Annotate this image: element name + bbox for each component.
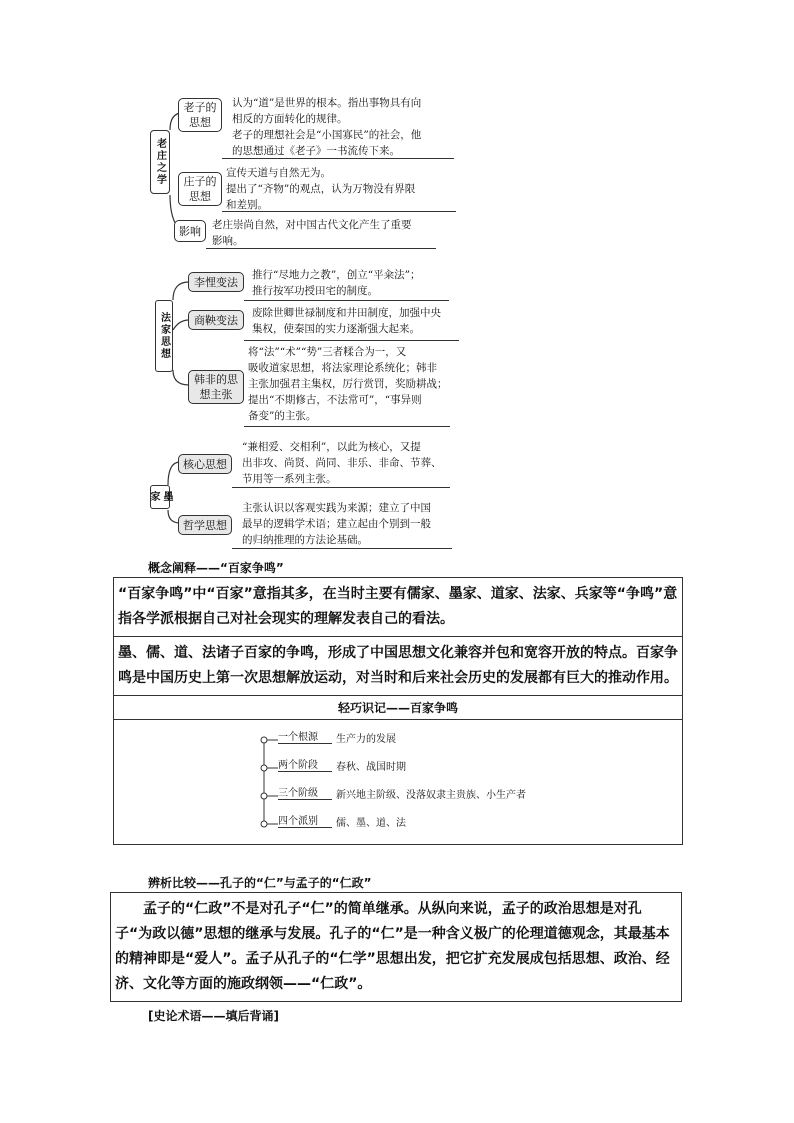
compare-heading: 辨析比较——孔子的“仁”与孟子的“仁政” (148, 876, 372, 890)
memo-title: 轻巧识记——百家争鸣 (114, 696, 682, 720)
concept-row-1: “百家争鸣”中“百家”意指其多，在当时主要有儒家、墨家、道家、法家、兵家等“争鸣”意指各学派根据自己对社会现实的理解发表自己的看法。 (114, 578, 682, 637)
concept-row-2: 墨、儒、道、法诸子百家的争鸣，形成了中国思想文化兼容并包和宽容开放的特点。百家争鸣是中国历史上第一次思想解放运动，对当时和后来社会历史的发展都有巨大的推动作用。 (114, 637, 682, 696)
node-likui: 李悝变法 (188, 272, 244, 292)
node-core: 核心思想 (178, 454, 232, 474)
memo-key-1: 一个根源 (278, 728, 332, 744)
node-influence: 影响 (174, 220, 206, 242)
memo-key-2: 两个阶段 (278, 756, 332, 772)
rule (232, 487, 450, 488)
memo-key-3: 三个阶级 (278, 784, 332, 800)
node-shangyang: 商鞅变法 (188, 310, 244, 330)
memo-val-2: 春秋、战国时期 (336, 762, 406, 773)
desc-philosophy: 主张认识以客观实践为来源；建立了中国 最早的逻辑学术语；建立起由个别到一般 的归纳推理的方法论基础。 (242, 502, 431, 546)
desc-influence: 老庄崇尚自然，对中国古代文化产生了重要 影响。 (212, 219, 412, 247)
node-hanfei: 韩非的思想主张 (188, 370, 244, 404)
laozhuang-label: 老庄之学 (154, 138, 166, 186)
desc-laozi: 认为“道”是世界的根本。指出事物具有向 相反的方面转化的规律。 老子的理想社会是“小国寡民”的社会，他 的思想通过《老子》一书流传下来。 (232, 97, 422, 157)
compare-text: 孟子的“仁政”不是对孔子“仁”的简单继承。从纵向来说，孟子的政治思想是对孔子“为政以德”思想的继承与发展。孔子的“仁”是一种含义极广的伦理道德观念，其最基本的精神即是“爱人”。孟子从孔子的“仁学”思想出发，把它扩充发展成包括思想、政治、经济、文化等方面的施政纲领——“仁政”。 (110, 892, 682, 1002)
node-zhuangzi: 庄子的思想 (178, 172, 222, 206)
rule (244, 300, 449, 301)
memo-val-3: 新兴地主阶级、没落奴隶主贵族、小生产者 (336, 790, 526, 801)
concept-heading: 概念阐释——“百家争鸣” (148, 561, 284, 575)
fajia-label: 法家思想 (158, 312, 170, 360)
desc-shangyang: 废除世卿世禄制度和井田制度，加强中央 集权，使秦国的实力逐渐强大起来。 (252, 307, 441, 335)
rule (222, 211, 456, 212)
desc-hanfei: 将“法”“术”“势”三者糅合为一，又 吸收道家思想，将法家理论系统化；韩非 主张加强君主集权，厉行赏罚，奖励耕战； 提出“不期修古，不法常可”，“事异则 备变”的主张。 (248, 346, 448, 422)
rule (232, 548, 452, 549)
memo-diagram (114, 720, 682, 844)
mojia-label: 墨家 (148, 491, 172, 503)
footer-heading: [史论术语——填后背诵] (148, 1009, 279, 1023)
rule (222, 158, 454, 159)
desc-core: “兼相爱、交相利”，以此为核心，又提 出非攻、尚贤、尚同、非乐、非命、节葬、 节用等一系列主张。 (242, 441, 442, 485)
memo-val-1: 生产力的发展 (336, 734, 396, 745)
memo-key-4: 四个派别 (278, 812, 332, 828)
node-philosophy: 哲学思想 (178, 515, 232, 535)
rule (244, 426, 450, 427)
rule (244, 340, 459, 341)
node-laozi: 老子的思想 (178, 98, 222, 132)
desc-zhuangzi: 宣传天道与自然无为。 提出了“齐物”的观点，认为万物没有界限 和差别。 (226, 167, 416, 211)
memo-val-4: 儒、墨、道、法 (336, 818, 406, 829)
desc-likui: 推行“尽地力之教”，创立“平籴法”； 推行按军功授田宅的制度。 (252, 269, 421, 297)
rule (206, 248, 436, 249)
concept-table (113, 577, 683, 845)
